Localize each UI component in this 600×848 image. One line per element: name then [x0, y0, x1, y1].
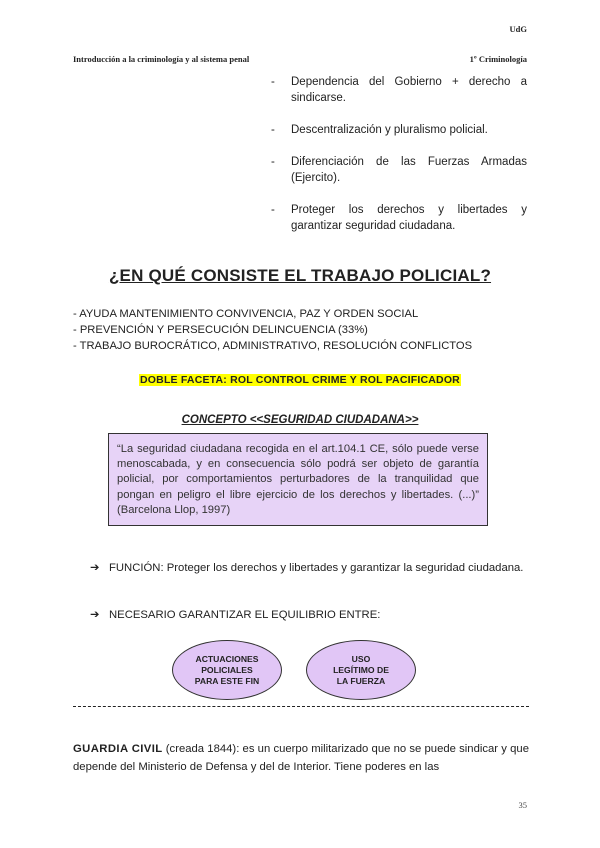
arrow-right-icon: ➔: [90, 609, 100, 621]
trabajo-item: - PREVENCIÓN Y PERSECUCIÓN DELINCUENCIA (33%): [73, 324, 368, 336]
bullet-item: - Dependencia del Gobierno + derecho a sindicarse.: [271, 74, 527, 106]
bullet-item: - Proteger los derechos y libertades y garantizar seguridad ciudadana.: [271, 202, 527, 234]
dashed-divider: [73, 706, 529, 707]
oval-line: PARA ESTE FIN: [194, 675, 260, 686]
trabajo-item: - AYUDA MANTENIMIENTO CONVIVENCIA, PAZ Y ORDEN SOCIAL: [73, 308, 419, 320]
trabajo-list: [73, 306, 533, 354]
arrow-right-icon: ➔: [90, 562, 100, 574]
intro-bullet-list: [271, 74, 527, 250]
concepto-title: CONCEPTO <<SEGURIDAD CIUDADANA>>: [181, 414, 419, 426]
funcion-text: FUNCIÓN: Proteger los derechos y libertades y garantizar la seguridad ciudadana.: [109, 562, 524, 574]
funcion-item: [90, 560, 528, 576]
header-institution: UdG: [509, 24, 527, 34]
oval-line: POLICIALES: [201, 664, 253, 675]
header-year: 1º Criminología: [469, 54, 527, 64]
doble-faceta-line: [0, 370, 600, 388]
equilibrio-text: NECESARIO GARANTIZAR EL EQUILIBRIO ENTRE:: [109, 609, 381, 621]
guardia-civil-text: (creada 1844): es un cuerpo militarizado que no se puede sindicar y que depende del Ministerio de Defensa y del de Interior. Tiene poderes en las: [73, 743, 529, 773]
guardia-civil-name: GUARDIA CIVIL: [73, 743, 163, 755]
oval-line: LA FUERZA: [336, 675, 386, 686]
doble-faceta-highlight: DOBLE FACETA: ROL CONTROL CRIME Y ROL PACIFICADOR: [140, 374, 460, 386]
oval-line: ACTUACIONES: [195, 653, 259, 664]
header-course: Introducción a la criminología y al sistema penal: [73, 54, 250, 64]
page-number: 35: [518, 800, 527, 810]
equilibrio-item: [90, 607, 528, 623]
guardia-civil-paragraph: [73, 740, 529, 776]
quote-box: “La seguridad ciudadana recogida en el art.104.1 CE, sólo puede verse menoscabada, y en consecuencia sólo podrá ser objeto de garantía policial, por comportamientos perturbadores de la tranquilidad que pongan en peligro el libre ejercicio de los derechos y libertades. (...)” (Barcelona Llop, 1997): [108, 433, 488, 526]
bullet-item: - Diferenciación de las Fuerzas Armadas (Ejercito).: [271, 154, 527, 186]
section-title: ¿EN QUÉ CONSISTE EL TRABAJO POLICIAL?: [108, 266, 492, 285]
trabajo-item: - TRABAJO BUROCRÁTICO, ADMINISTRATIVO, RESOLUCIÓN CONFLICTOS: [73, 340, 473, 352]
oval-uso-fuerza: [306, 640, 416, 700]
oval-line: LEGÍTIMO DE: [333, 664, 389, 675]
oval-line: USO: [351, 653, 371, 664]
bullet-item: - Descentralización y pluralismo policial.: [271, 122, 527, 138]
oval-actuaciones: [172, 640, 282, 700]
